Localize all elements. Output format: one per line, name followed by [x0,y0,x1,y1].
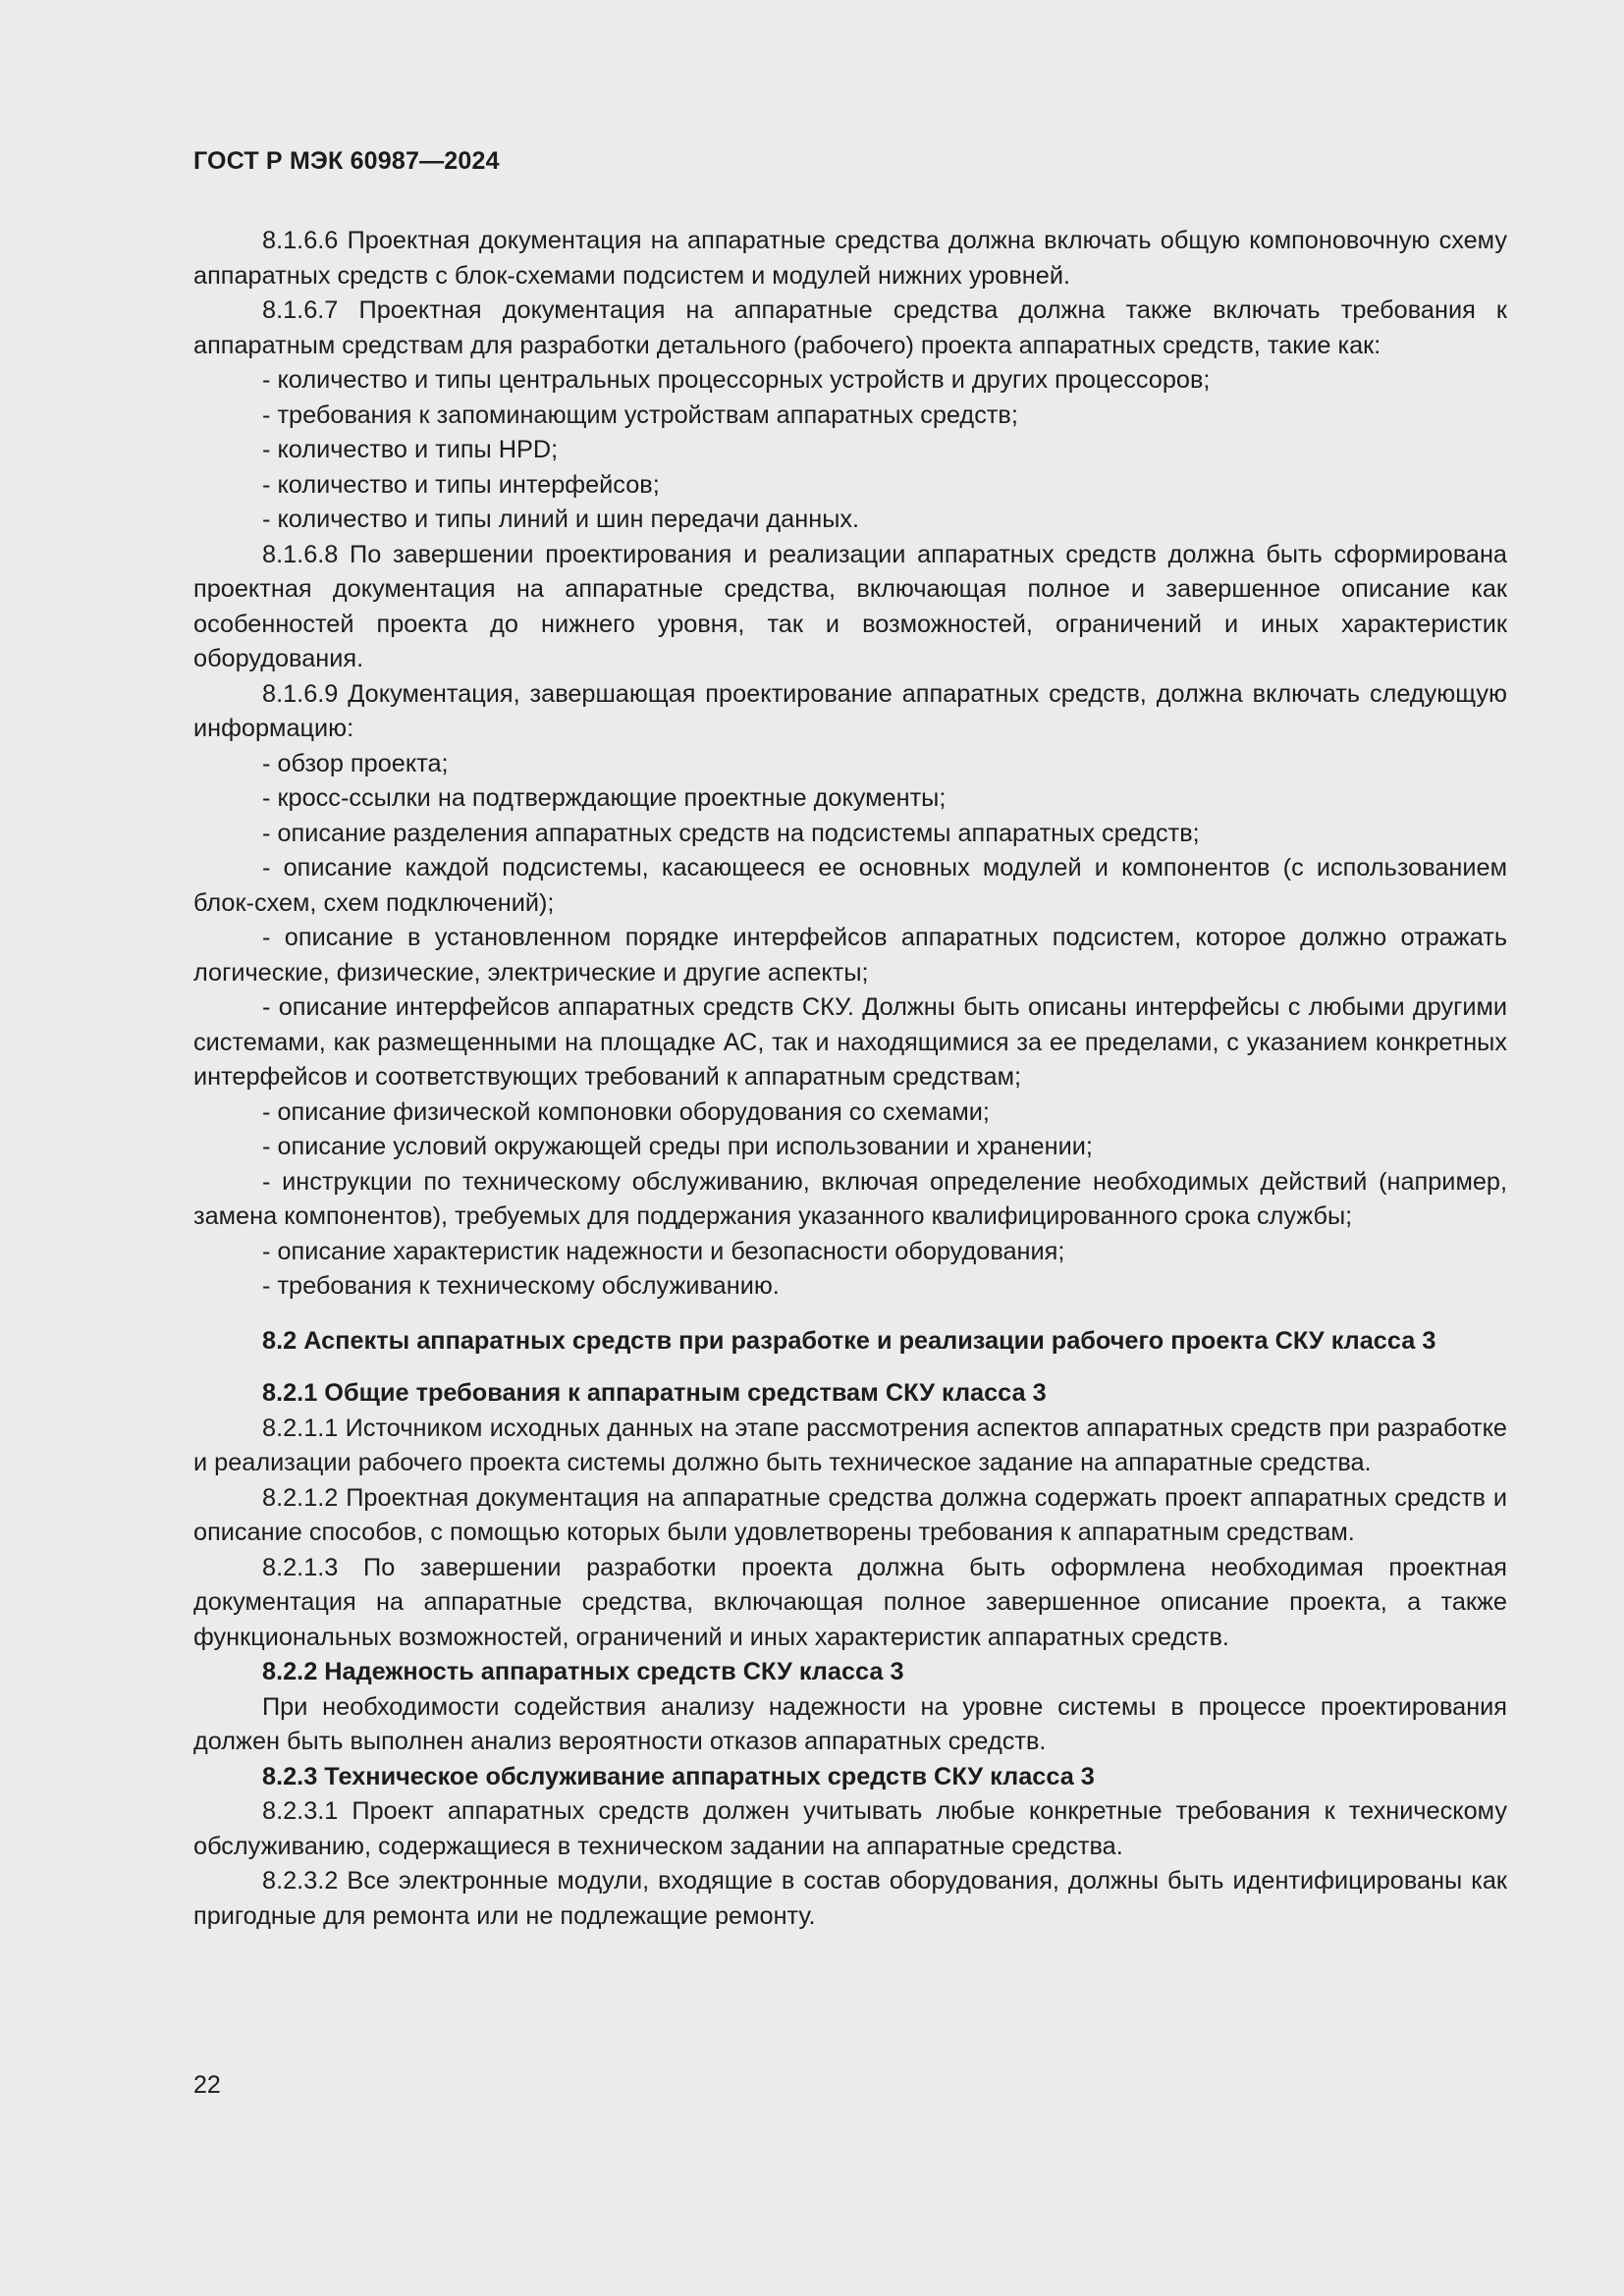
list-item: - описание в установленном порядке интерфейсов аппаратных подсистем, которое должно отражать логические, физические, электрические и другие аспекты; [193,924,1507,987]
paragraph-8-1-6-6: 8.1.6.6 Проектная документация на аппаратные средства должна включать общую компоновочную схему аппаратных средств с блок-схемами подсистем и модулей нижних уровней. [193,227,1507,290]
subsection-heading-8-2-3: 8.2.3 Техническое обслуживание аппаратных средств СКУ класса 3 [262,1762,1095,1790]
paragraph-8-2-3-2: 8.2.3.2 Все электронные модули, входящие в состав оборудования, должны быть идентифицированы как пригодные для ремонта или не подлежащие ремонту. [193,1867,1507,1930]
paragraph-8-1-6-8: 8.1.6.8 По завершении проектирования и реализации аппаратных средств должна быть сформирована проектная документация на аппаратные средства, включающая полное и завершенное описание как особенностей проекта до нижнего уровня, так и возможностей, ограничений и иных характеристик оборудования. [193,540,1507,672]
page-number: 22 [193,2071,221,2099]
section-heading-8-2: 8.2 Аспекты аппаратных средств при разработке и реализации рабочего проекта СКУ класса 3 [262,1326,1436,1355]
paragraph-8-2-1-3: 8.2.1.3 По завершении разработки проекта должна быть оформлена необходимая проектная документация на аппаратные средства, включающая полное завершенное описание проекта, а также функциональных возможностей, ограничений и иных характеристик аппаратных средств. [193,1553,1507,1651]
list-item: - описание каждой подсистемы, касающееся ее основных модулей и компонентов (с использованием блок-схем, схем подключений); [193,854,1507,917]
list-item: - обзор проекта; [262,749,449,777]
paragraph-8-1-6-7: 8.1.6.7 Проектная документация на аппаратные средства должна также включать требования к аппаратным средствам для разработки детального (рабочего) проекта аппаратных средств, такие как: [193,296,1507,359]
document-header: ГОСТ Р МЭК 60987—2024 [193,147,500,175]
list-item: - количество и типы линий и шин передачи данных. [262,506,860,533]
document-body [193,224,1507,1934]
paragraph-8-1-6-9: 8.1.6.9 Документация, завершающая проектирование аппаратных средств, должна включать следующую информацию: [193,679,1507,742]
paragraph-8-2-1-2: 8.2.1.2 Проектная документация на аппаратные средства должна содержать проект аппаратных средств и описание способов, с помощью которых были удовлетворены требования к аппаратным средствам. [193,1483,1507,1546]
paragraph-8-2-3-1: 8.2.3.1 Проект аппаратных средств должен учитывать любые конкретные требования к техническому обслуживанию, содержащиеся в техническом задании на аппаратные средства. [193,1797,1507,1860]
subsection-heading-8-2-1: 8.2.1 Общие требования к аппаратным средствам СКУ класса 3 [262,1379,1047,1407]
list-item: - описание физической компоновки оборудования со схемами; [262,1097,990,1126]
list-item: - инструкции по техническому обслуживанию, включая определение необходимых действий (например, замена компонентов), требуемых для поддержания указанного квалифицированного срока службы; [193,1167,1507,1230]
paragraph-8-2-1-1: 8.2.1.1 Источником исходных данных на этапе рассмотрения аспектов аппаратных средств при разработке и реализации рабочего проекта системы должно быть техническое задание на аппаратные средства. [193,1414,1507,1476]
paragraph-8-2-2: При необходимости содействия анализу надежности на уровне системы в процессе проектирования должен быть выполнен анализ вероятности отказов аппаратных средств. [193,1692,1507,1755]
list-item: - требования к техническому обслуживанию. [262,1272,780,1300]
list-item: - описание интерфейсов аппаратных средств СКУ. Должны быть описаны интерфейсы с любыми другими системами, как размещенными на площадке АС, так и находящимися за ее пределами, с указанием конкретных интерфейсов и соответствующих требований к аппаратным средствам; [193,993,1507,1091]
list-item: - количество и типы HPD; [262,436,559,463]
list-item: - требования к запоминающим устройствам аппаратных средств; [262,400,1018,429]
list-item: - описание разделения аппаратных средств на подсистемы аппаратных средств; [262,819,1200,847]
list-item: - описание характеристик надежности и безопасности оборудования; [262,1237,1065,1265]
list-item: - количество и типы интерфейсов; [262,470,660,499]
list-item: - количество и типы центральных процессорных устройств и других процессоров; [262,366,1211,394]
list-item: - описание условий окружающей среды при использовании и хранении; [262,1133,1093,1160]
list-item: - кросс-ссылки на подтверждающие проектные документы; [262,784,947,812]
subsection-heading-8-2-2: 8.2.2 Надежность аппаратных средств СКУ класса 3 [262,1658,904,1685]
